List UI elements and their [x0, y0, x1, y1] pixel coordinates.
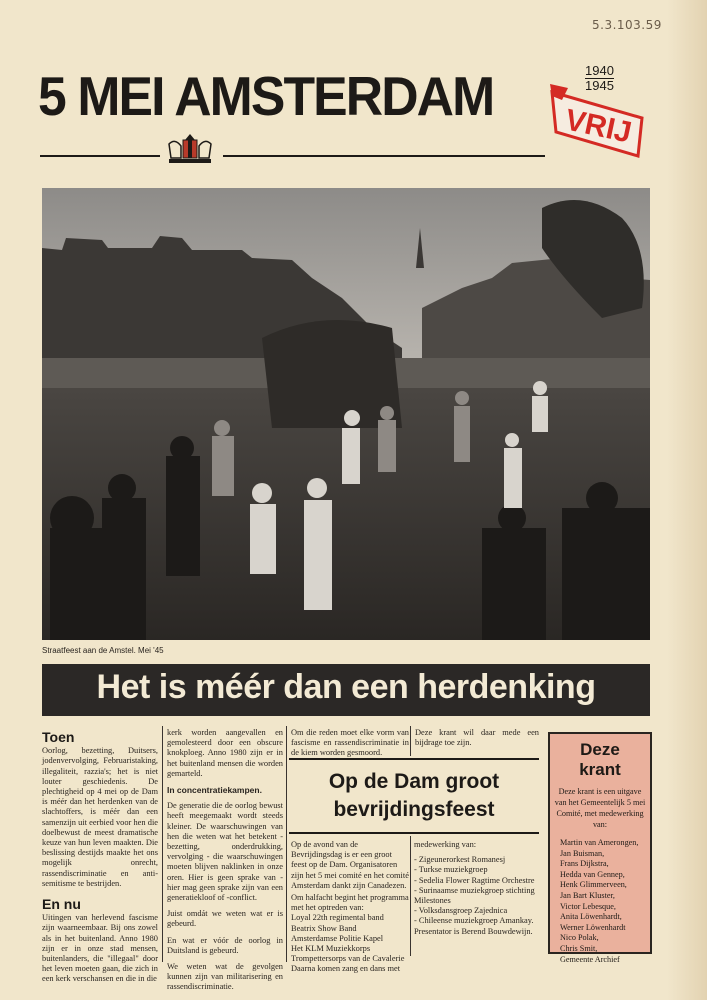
headline: Het is méér dan een herdenking	[96, 668, 596, 706]
list-item: - Surinaamse muziekgroep stichting Milestones	[414, 885, 535, 906]
year-start: 1940	[585, 63, 614, 78]
contributor-name: Martin van Amerongen,	[560, 838, 639, 847]
contributor-name: Hedda van Gennep,	[560, 869, 625, 879]
year-end: 1945	[585, 78, 614, 93]
column-divider	[286, 726, 287, 962]
contributor-name: Henk Glimmerveen,	[560, 880, 627, 890]
column-divider	[410, 726, 411, 756]
paragraph-en-nu: Uitingen van herlevend fascisme zijn waarneembaar. Bij ons zowel als in het buitenland. Anno 1980 zijn er in onze stad mensen, buitenlanders, die "illegaal" door het leven moeten gaan, die zich in een kerk verschansen en die in die	[42, 913, 158, 984]
dam-paragraph-2: Om halfacht begint het programma met het optreden van:	[291, 893, 409, 913]
contributor-name: Gemeente Archief	[560, 954, 620, 964]
paragraph-toen: Oorlog, bezetting, Duitsers, jodenvervolging, Februaristaking, illegaliteit, razzia's; het is niet louter geschiedenis. De plechtigheid op 4 mei op de Dam is méér dan het herdenken van de slachtoffers, is méér dan een samenzijn uit eerbied voor hen die doelbewust de meest dramatische keuze van hun leven maakten. Die beslissing destijds maakte het ons mogelijk onrecht, rassendiscriminatie en anti-semitisme te bestrijden.	[42, 746, 158, 888]
heading-toen: Toen	[42, 729, 75, 745]
heading-en-nu: En nu	[42, 896, 81, 913]
headline-banner	[42, 664, 650, 716]
contributor-name: Victor Lebesque,	[560, 901, 616, 911]
contributor-name: Nico Polak,	[560, 933, 599, 943]
contributor-name: Frans Dijkstra,	[560, 859, 609, 869]
column-4-top	[415, 728, 539, 754]
paragraph-col2-3: Juist omdát we weten wat er is gebeurd.	[167, 909, 283, 929]
amsterdam-crest-icon	[163, 132, 217, 166]
column-divider	[162, 726, 163, 962]
archive-mark: 5.3.103.59	[592, 18, 662, 32]
column-1	[42, 729, 158, 991]
contributor-name: Anita Löwenhardt,	[560, 912, 622, 922]
list-item: - Volksdansgroep Zajednica	[414, 906, 508, 916]
list-item: - Turkse muziekgroep	[414, 865, 488, 875]
paragraph-col2-4: En wat er vóór de oorlog in Duitsland is gebeurd.	[167, 935, 283, 955]
list-heading: medewerking van:	[414, 840, 477, 849]
dam-title-line-2: bevrijdingsfeest	[333, 798, 495, 821]
vrij-stamp-text: VRIJ	[562, 103, 635, 150]
performer-item: Beatrix Show Band	[291, 923, 357, 933]
colophon-title	[550, 740, 650, 780]
contributor-name: Jan Buisman,	[560, 848, 605, 858]
paragraph-col2-1: kerk worden aangevallen en gemolesteerd door een obscure knokploeg. Anno 1980 zijn er in het buitenland mensen die worden gemarteld.	[167, 728, 283, 778]
masthead-rule-right	[223, 155, 545, 157]
colophon-box	[548, 732, 652, 964]
list-item: - Chileense muziekgroep Amankay.	[414, 916, 534, 926]
paragraph-col3-1: Om die reden moet elke vorm van fascisme en rassendiscriminatie in de kiem worden gesmoord.	[291, 728, 409, 758]
paragraph-col2-5: We weten wat de gevolgen kunnen zijn van militarisering en rassendiscriminatie.	[167, 962, 283, 992]
vrij-stamp	[548, 78, 646, 158]
paragraph-col4-1: Deze krant wil daar mede een bijdrage toe zijn.	[415, 728, 539, 748]
masthead-rule-left	[40, 155, 160, 157]
dam-feature-box	[289, 758, 539, 834]
photo-caption: Straatfeest aan de Amstel. Mei '45	[42, 646, 164, 655]
street-party-photo	[42, 188, 650, 640]
masthead-title: 5 MEI AMSTERDAM	[38, 65, 494, 127]
paragraph-col2-2: De generatie die de oorlog bewust heeft meegemaakt wordt steeds kleiner. De waarschuwingen van hen die weten wat het betekent - bezetting, onderdrukking, vervolging - die waarschuwingen moeten blijven naklinken in onze oren. Hier is geen sprake van - hier mag geen sprake zijn van een generatiekloof of -conflict.	[167, 801, 283, 903]
dam-title-line-1: Op de Dam groot	[328, 770, 500, 793]
dam-feature-title	[289, 768, 539, 824]
colophon-intro: Deze krant is een uitgave van het Gemeentelijk 5 mei Comité, met medewerking van:	[554, 787, 646, 829]
performer-item: Loyal 22th regimental band	[291, 913, 384, 923]
column-divider	[410, 836, 411, 956]
performer-item: Trompettersorps van de Cavalerie	[291, 954, 405, 964]
performer-item: Daarna komen zang en dans met	[291, 964, 401, 974]
list-item: Presentator is Berend Bouwdewijn.	[414, 926, 533, 936]
contributor-name: Werner Löwenhardt	[560, 922, 626, 932]
paper-stain	[667, 0, 707, 1000]
list-item: - Zigeunerorkest Romanesj	[414, 855, 506, 865]
performer-item: Het KLM Muziekkorps	[291, 944, 371, 954]
contributor-name: Chris Smit,	[560, 943, 598, 953]
list-item: - Sedelia Flower Ragtime Orchestre	[414, 875, 535, 885]
dam-performer-list	[414, 840, 542, 937]
contributor-name: Jan Bart Kluster,	[560, 890, 615, 900]
colophon-title-line-2: krant	[579, 760, 621, 779]
subheading-concentratiekampen: In concentratiekampen.	[167, 785, 262, 796]
dam-paragraph-1: Op de avond van de Bevrijdingsdag is er een groot feest op de Dam. Organisatoren zijn het 5 mei comité en het comité Amsterdam dankt zijn Canadezen.	[291, 840, 409, 890]
dam-article	[291, 840, 409, 975]
column-2	[167, 728, 283, 999]
performer-item: Amsterdamse Politie Kapel	[291, 933, 384, 943]
colophon-names	[560, 838, 646, 965]
colophon-title-line-1: Deze	[580, 740, 620, 759]
